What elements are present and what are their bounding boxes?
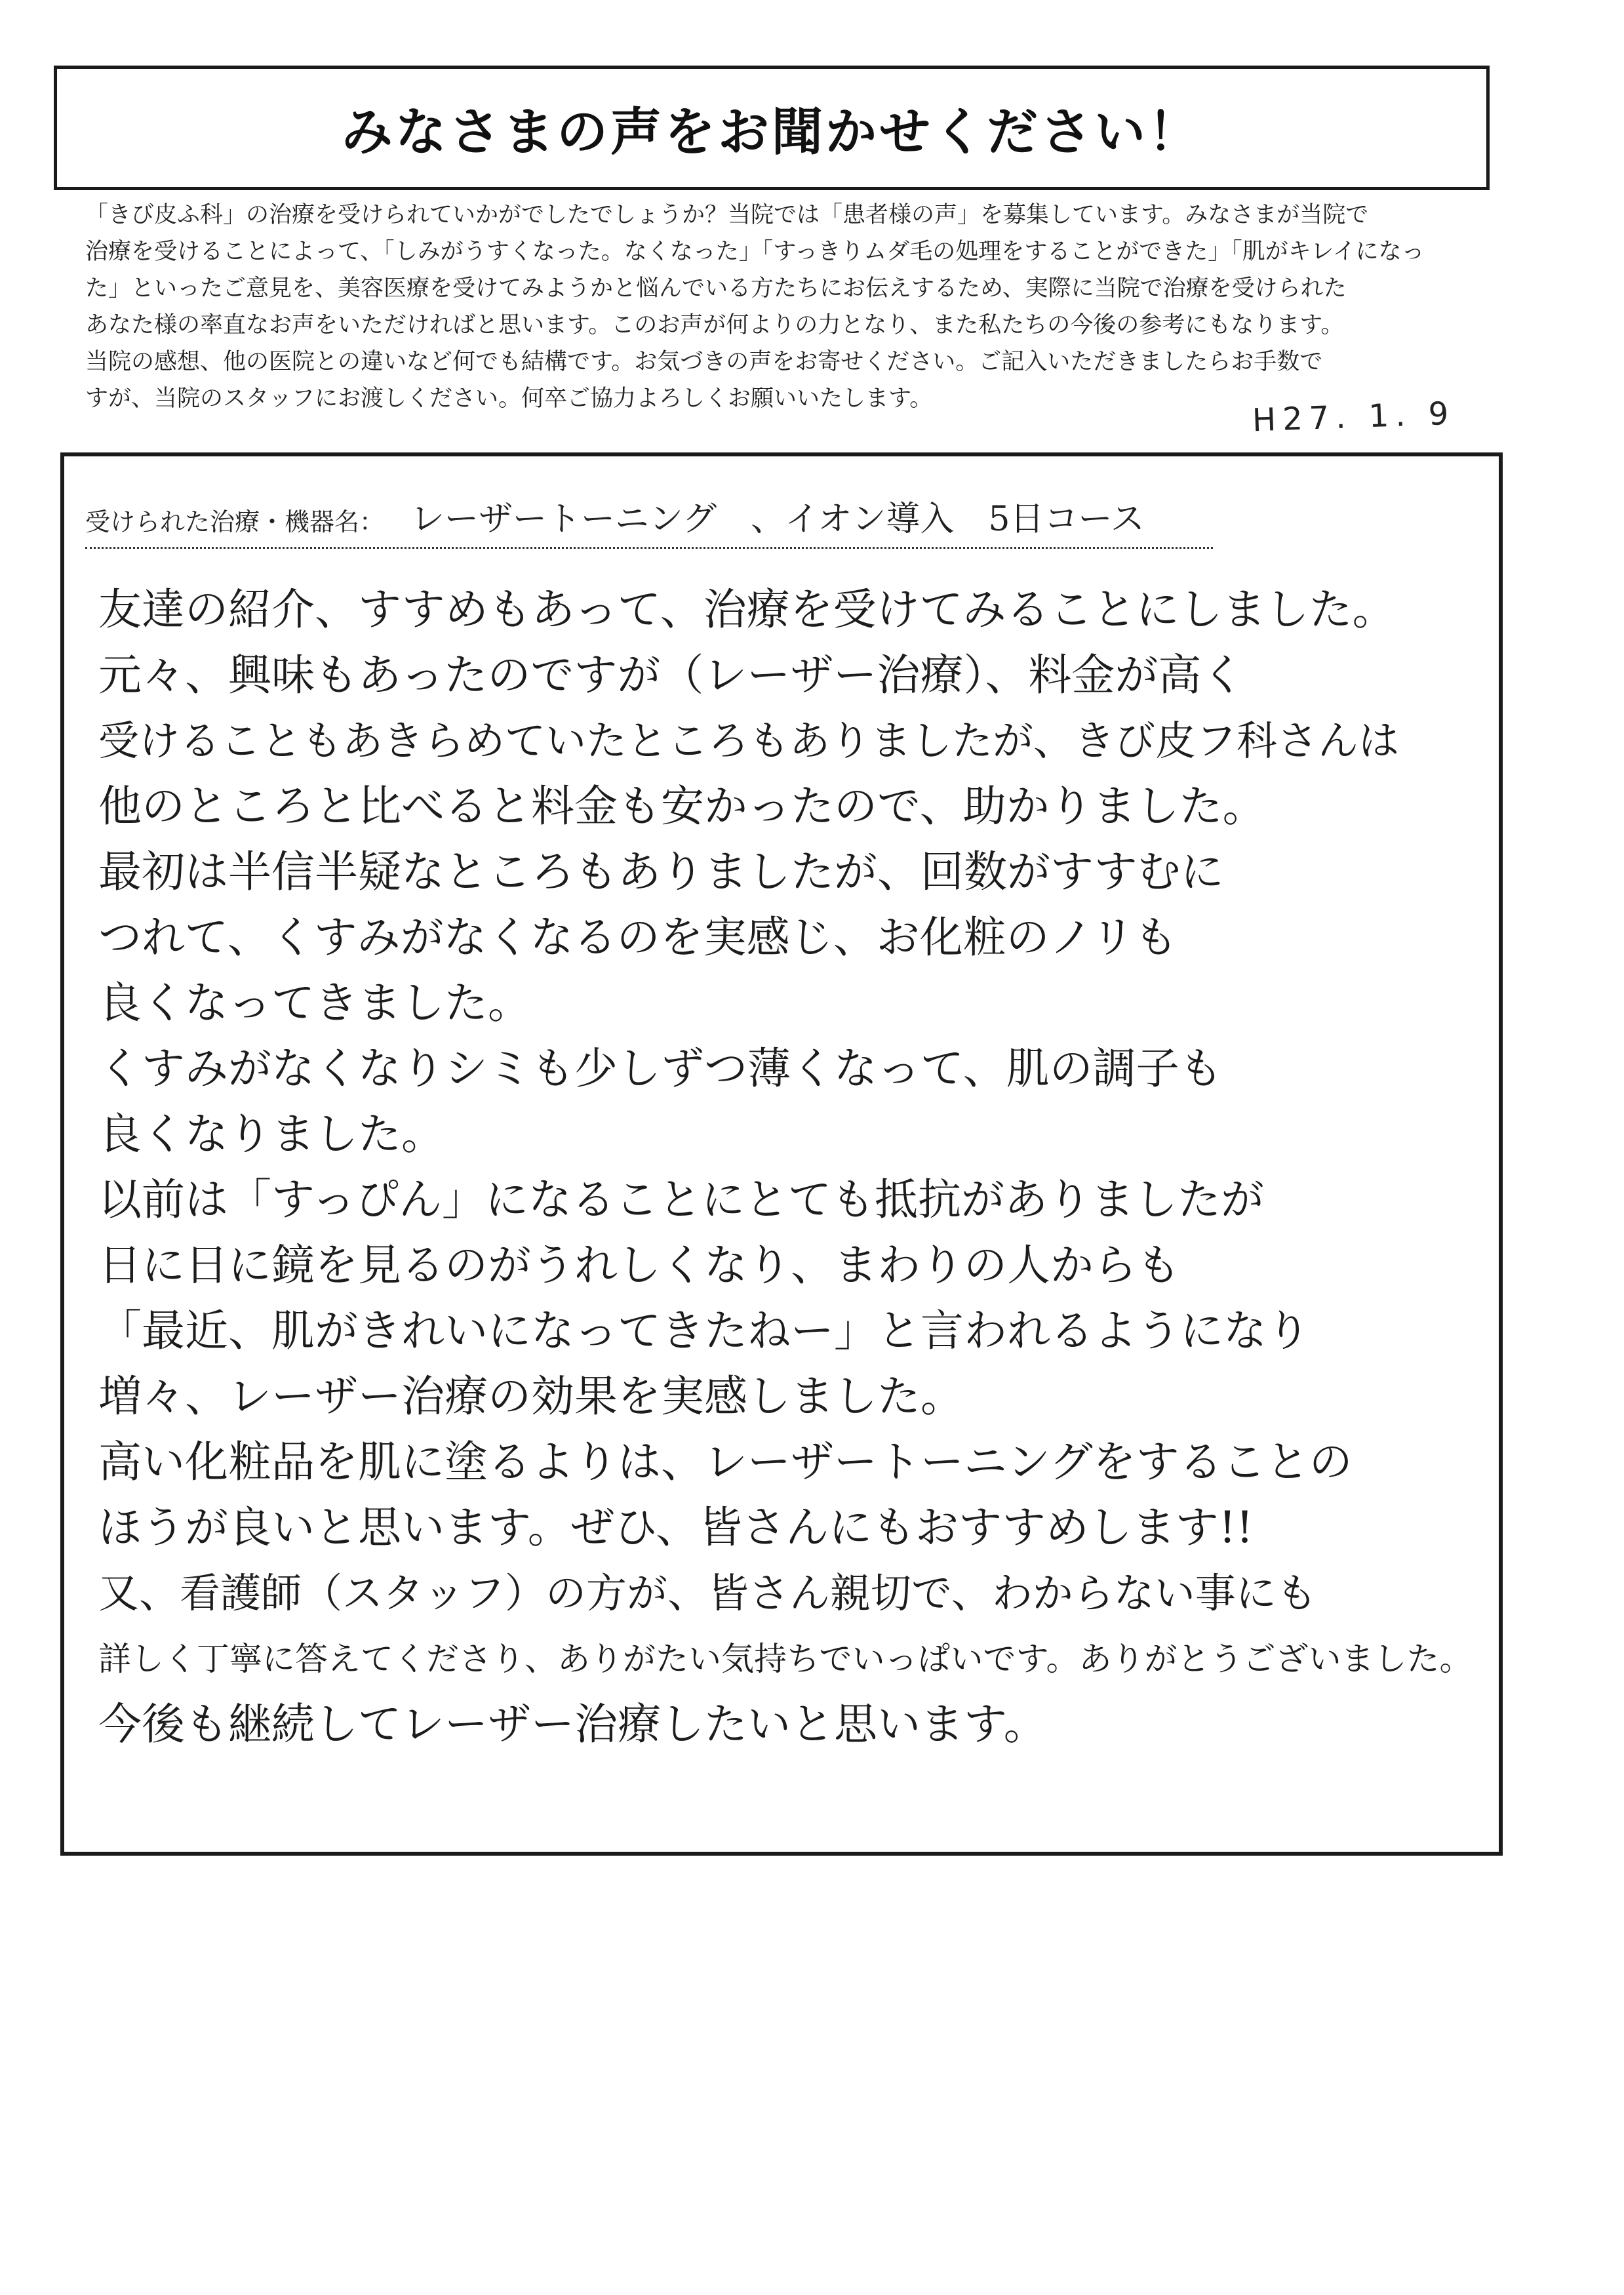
- intro-line: た」といったご意見を、美容医療を受けてみようかと悩んでいる方たちにお伝えするため、実際に当院で治療を受けられた: [85, 275, 1347, 302]
- form-title: みなさまの声をお聞かせください！: [341, 103, 1202, 162]
- intro-paragraph: [85, 197, 1488, 417]
- comment-line: くすみがなくなりシミも少しずつ薄くなって、肌の調子も: [98, 1043, 1223, 1094]
- comment-line: 元々、興味もあったのですが（レーザー治療）、料金が高く: [98, 650, 1245, 700]
- comment-line: 増々、レーザー治療の効果を実感しました。: [98, 1371, 964, 1422]
- comment-line: 「最近、肌がきれいになってきたねー」と言われるようになり: [98, 1306, 1310, 1356]
- handwritten-date: H27. 1. 9: [1252, 395, 1456, 439]
- intro-line: あなた様の率直なお声をいただければと思います。このお声が何よりの力となり、また私たちの今後の参考にもなります。: [85, 312, 1344, 338]
- comment-line: 又、看護師（スタッフ）の方が、皆さん親切で、わからない事にも: [98, 1569, 1317, 1617]
- intro-line: 当院の感想、他の医院との違いなど何でも結構です。お気づきの声をお寄せください。ご記入いただきましたらお手数で: [85, 349, 1323, 375]
- comment-line: ほうが良いと思います。ぜひ、皆さんにもおすすめします!!: [98, 1502, 1254, 1553]
- handwritten-comment: [98, 577, 1482, 1757]
- comment-line: つれて、くすみがなくなるのを実感じ、お化粧のノリも: [98, 912, 1178, 963]
- intro-line: すが、当院のスタッフにお渡しください。何卒ご協力よろしくお願いいたします。: [85, 386, 933, 412]
- comment-line: 友達の紹介、すすめもあって、治療を受けてみることにしました。: [98, 584, 1396, 635]
- intro-line: 「きび皮ふ科」の治療を受けられていかがでしたでしょうか？当院では「患者様の声」を募集しています。みなさまが当院で: [85, 202, 1369, 228]
- intro-line: 治療を受けることによって、「しみがうすくなった。なくなった」「すっきりムダ毛の処理をすることができた」「肌がキレイになっ: [85, 239, 1425, 265]
- comment-line: 他のところと比べると料金も安かったので、助かりました。: [98, 781, 1266, 831]
- comment-line: 良くなりました。: [98, 1109, 445, 1159]
- comment-line: 最初は半信半疑なところもありましたが、回数がすすむに: [98, 847, 1224, 897]
- treatment-value: レーザートーニング 、イオン導入 5日コース: [410, 500, 1145, 539]
- comment-line: 受けることもあきらめていたところもありましたが、きび皮フ科さんは: [98, 717, 1400, 765]
- treatment-label: 受けられた治療・機器名：: [85, 508, 385, 536]
- treatment-underline: [85, 547, 1213, 549]
- comment-line: 今後も継続してレーザー治療したいと思います。: [98, 1699, 1047, 1749]
- treatment-row: [85, 492, 1429, 544]
- comment-line: 高い化粧品を肌に塗るよりは、レーザートーニングをすることの: [98, 1437, 1353, 1487]
- comment-line: 以前は「すっぴん」になることにとても抵抗がありましたが: [98, 1174, 1265, 1225]
- form-title-box: [54, 66, 1490, 190]
- comment-line: 日に日に鏡を見るのがうれしくなり、まわりの人からも: [98, 1240, 1180, 1290]
- comment-line: 良くなってきました。: [98, 978, 531, 1028]
- comment-line: 詳しく丁寧に答えてくださり、ありがたい気持ちでいっぱいです。ありがとうございました。: [98, 1640, 1473, 1678]
